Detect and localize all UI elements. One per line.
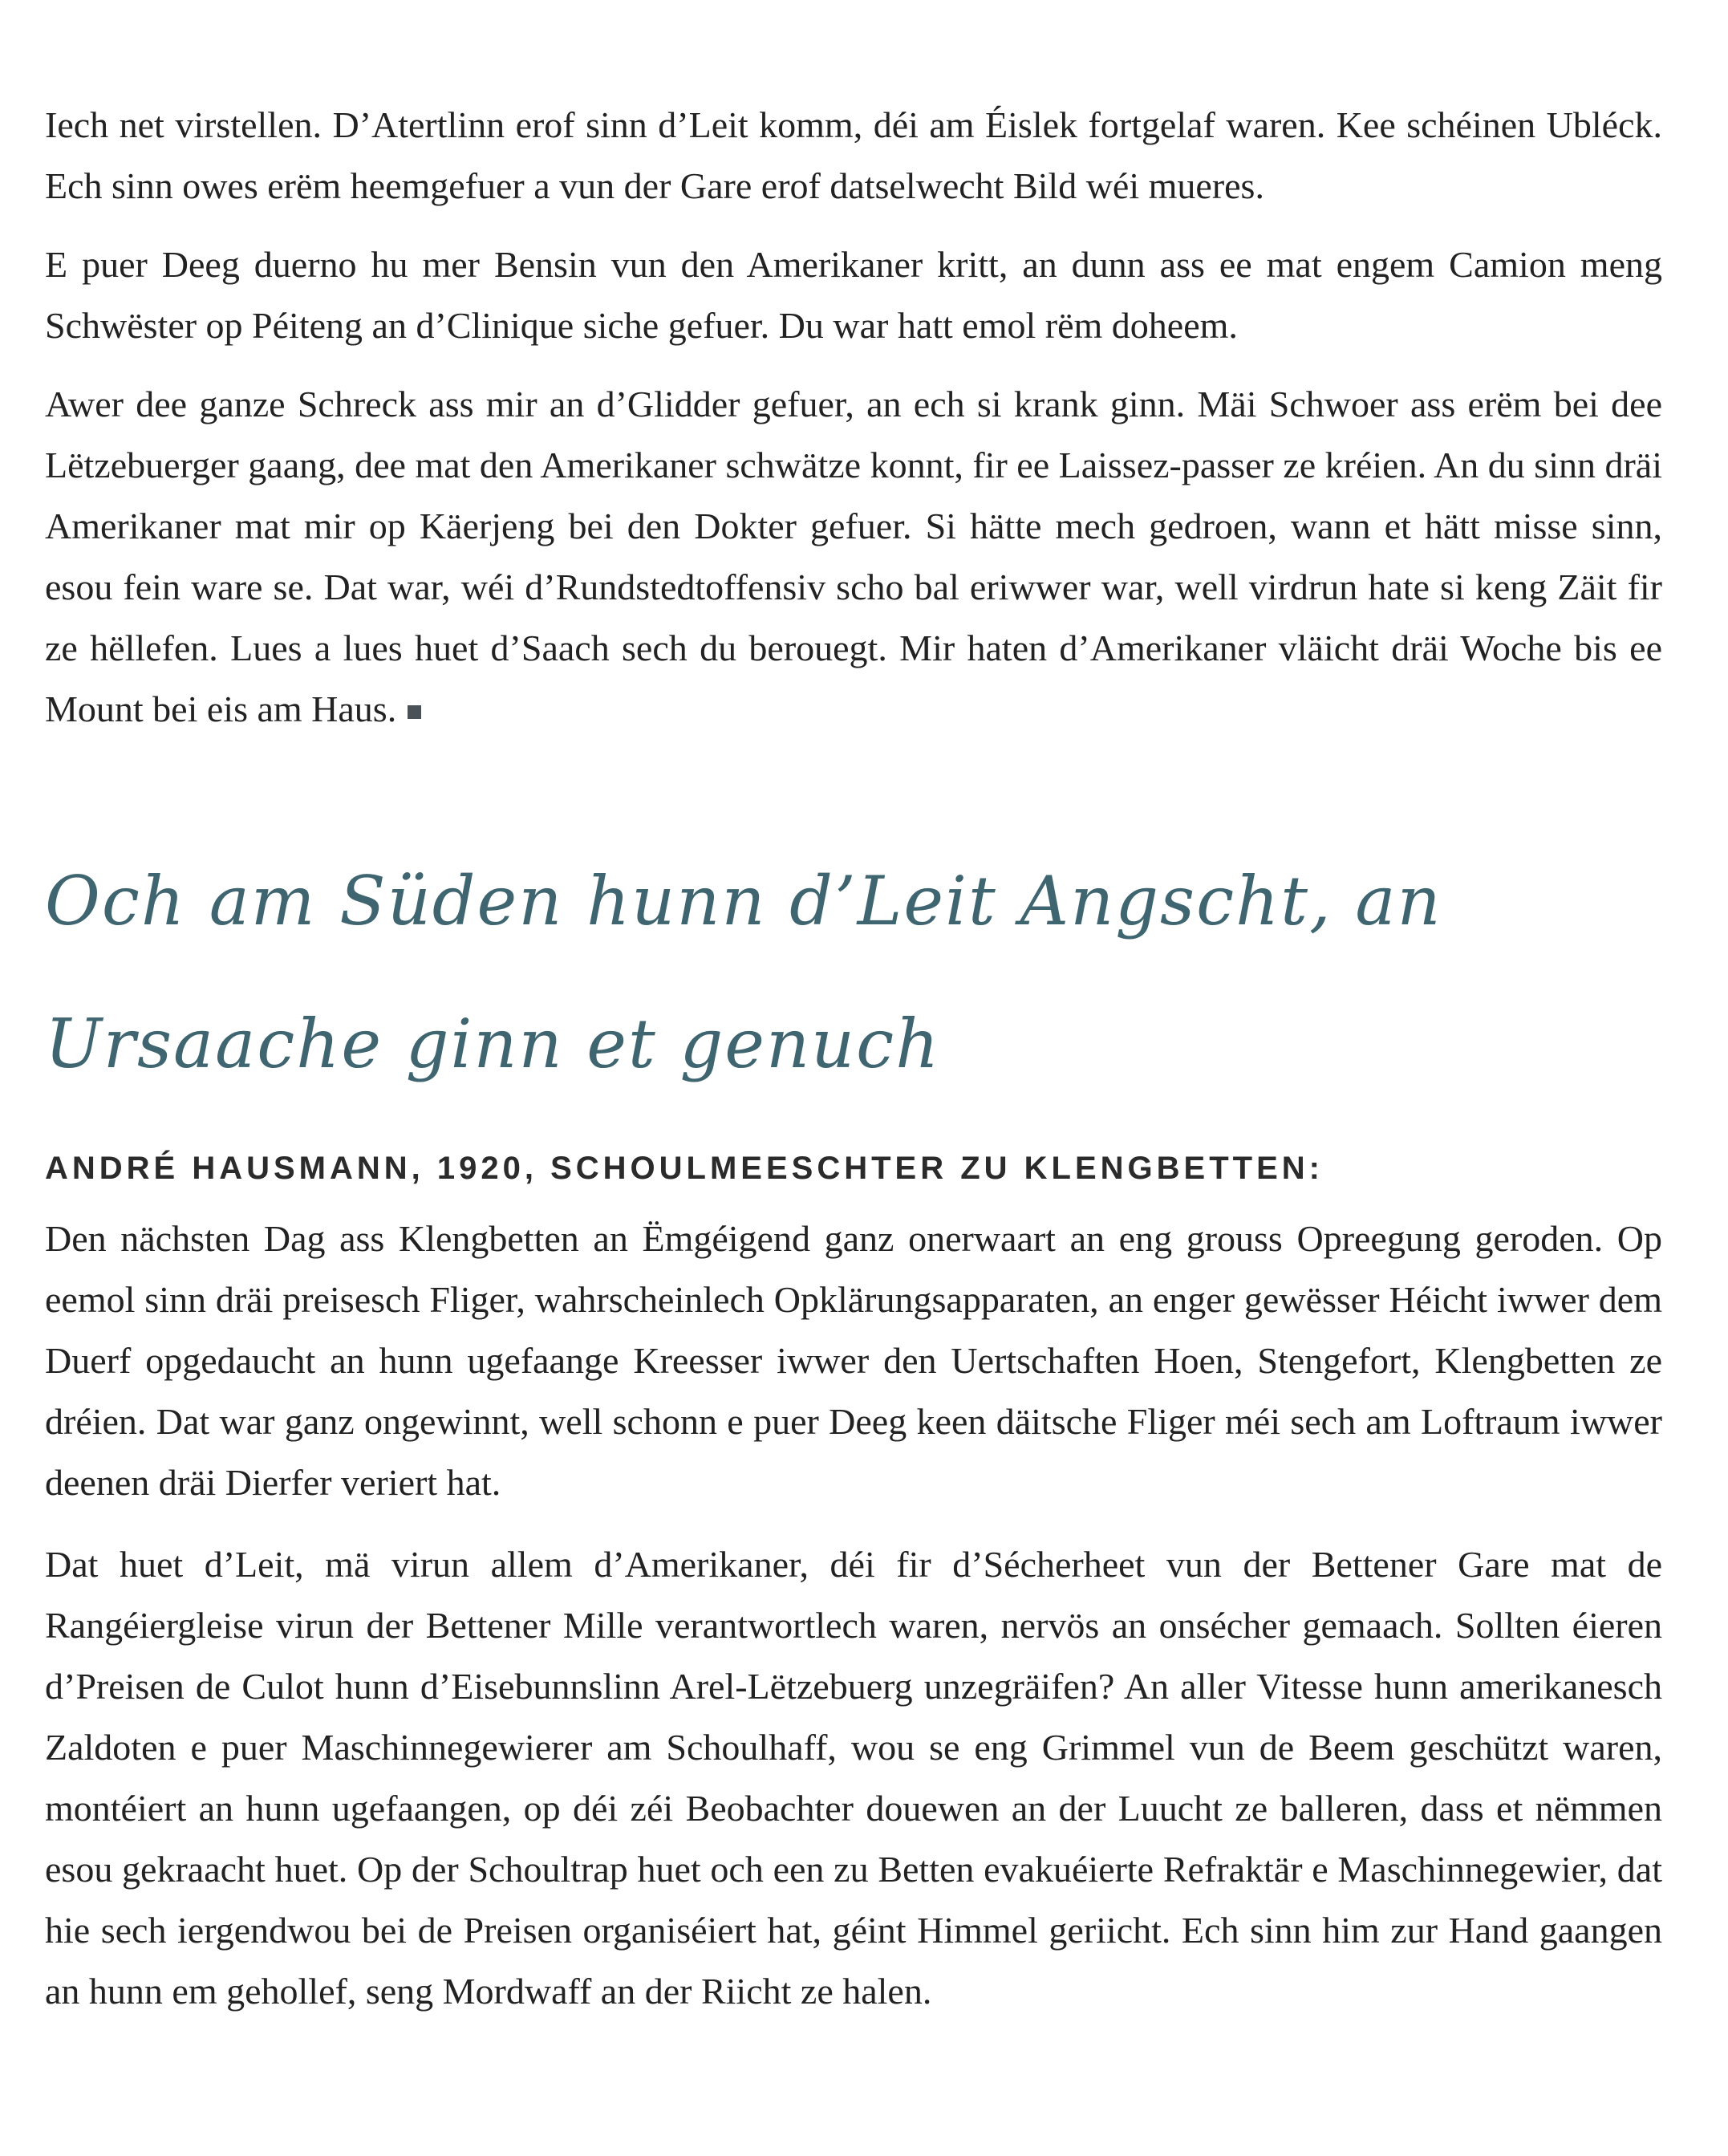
intro-paragraph-3-text: Awer dee ganze Schreck ass mir an d’Glidder gefuer, an ech si krank ginn. Mäi Schwoer ass erëm bei dee Lëtzebuerger gaang, dee mat den Amerikaner schwätze konnt, fir ee Laissez-passer ze kréien. An du sinn dräi Amerikaner mat mir op Käerjeng bei den Dokter gefuer. Si hätte mech gedroen, wann et hätt misse sinn, esou fein ware se. Dat war, wéi d’Rundstedtoffensiv scho bal eriwwer war, well virdrun hate si keng Zäit fir ze hëllefen. Lues a lues huet d’Saach sech du berouegt. Mir haten d’Amerikaner vläicht dräi Woche bis ee Mount bei eis am Haus. <box>45 384 1662 729</box>
article-page <box>45 95 1662 2043</box>
story-section <box>45 1208 1662 2022</box>
intro-paragraph-2: E puer Deeg duerno hu mer Bensin vun den Amerikaner kritt, an dunn ass ee mat engem Camion meng Schwëster op Péiteng an d’Clinique siche gefuer. Du war hatt emol rëm doheem. <box>45 244 1662 346</box>
story-paragraph-2: Dat huet d’Leit, mä virun allem d’Amerikaner, déi fir d’Sécherheet vun der Bettener Gare mat de Rangéiergleise virun der Bettener Mille verantwortlech waren, nervös an onsécher gemaach. Sollten éieren d’Preisen de Culot hunn d’Eisebunnslinn Arel-Lëtzebuerg unzegräifen? An aller Vitesse hunn amerikanesch Zaldoten e puer Maschinnegewierer am Schoulhaff, wou se eng Grimmel vun de Beem geschützt waren, montéiert an hunn ugefaangen, op déi zéi Beobachter douewen an der Luucht ze balleren, dass et nëmmen esou gekraacht huet. Op der Schoultrap huet och een zu Betten evakuéierte Refraktär e Maschinnegewier, dat hie sech iergendwou bei de Preisen organiséiert hat, géint Himmel geriicht. Ech sinn him zur Hand gaangen an hunn em gehollef, seng Mordwaff an der Riicht ze halen. <box>45 1544 1662 2012</box>
author-byline: ANDRÉ HAUSMANN, 1920, SCHOULMEESCHTER ZU KLENGBETTEN: <box>45 1151 1324 1186</box>
intro-paragraph-3 <box>45 374 1662 740</box>
intro-section <box>45 95 1662 740</box>
story-paragraph-1: Den nächsten Dag ass Klengbetten an Ëmgéigend ganz onerwaart an eng grouss Opreegung geroden. Op eemol sinn dräi preisesch Fliger, wahrscheinlech Opklärungsapparaten, an enger gewësser Héicht iwwer dem Duerf opgedaucht an hunn ugefaange Kreesser iwwer den Uertschaften Hoen, Stengefort, Klengbetten ze dréien. Dat war ganz ongewinnt, well schonn e puer Deeg keen däitsche Fliger méi sech am Loftraum iwwer deenen dräi Dierfer veriert hat. <box>45 1218 1662 1503</box>
section-headline: Och am Süden hunn d’Leit Angscht, an Ursaache ginn et genuch <box>45 862 1442 1083</box>
intro-paragraph-1: Iech net virstellen. D’Atertlinn erof sinn d’Leit komm, déi am Éislek fortgelaf waren. Kee schéinen Ubléck. Ech sinn owes erëm heemgefuer a vun der Gare erof datselwecht Bild wéi mueres. <box>45 104 1662 206</box>
square-end-mark-icon <box>408 705 421 719</box>
